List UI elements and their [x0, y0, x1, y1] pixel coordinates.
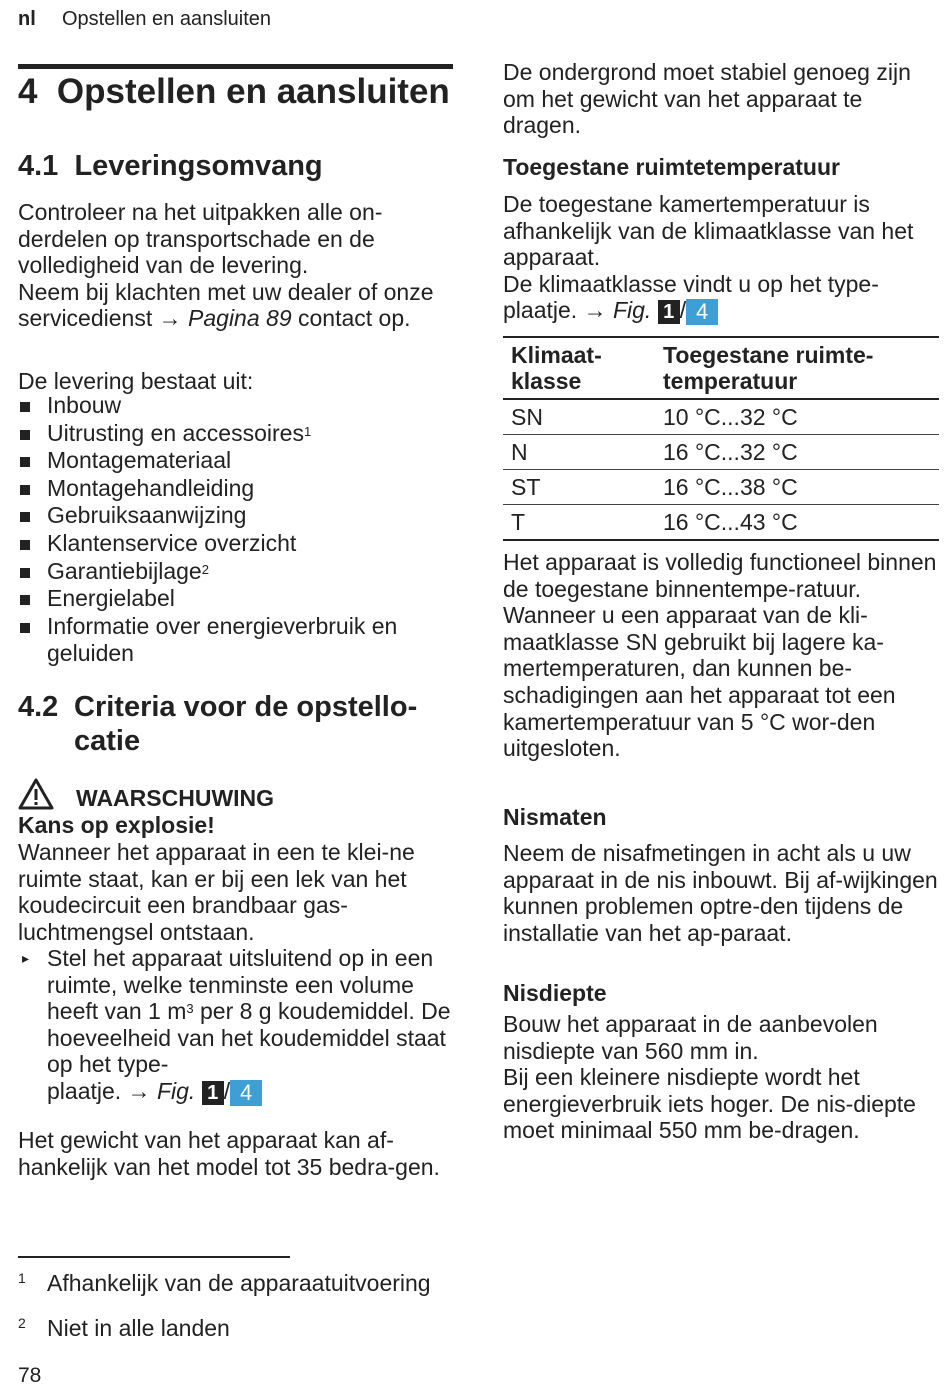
footnote-rule — [18, 1256, 290, 1258]
nismaten-paragraph: Neem de nisafmetingen in acht als u uw apparaat in de nis inbouwt. Bij af-wijkingen kunnen problemen optre-den tijdens de installatie van het ap-paraat. — [503, 840, 938, 946]
table-cell-temp: 16 °C...32 °C — [663, 439, 798, 465]
page-link[interactable]: Pagina 89 — [188, 305, 292, 332]
language-code: nl — [18, 8, 36, 30]
list-item: Uitrusting en accessoires$^1$ — [18, 420, 448, 448]
table-cell-klasse: T — [511, 509, 526, 535]
list-item: Montagehandleiding — [18, 475, 448, 503]
section-4-1-heading: 4.1 Leveringsomvang — [18, 150, 323, 182]
nisdiepte-paragraph: Bouw het apparaat in de aanbevolen nisdiepte van 560 mm in. Bij een kleinere nisdiepte wordt het energieverbruik iets hoger. De nis-diepte moet minimaal 550 mm be-dragen. — [503, 1011, 916, 1144]
warning-title: Kans op explosie! — [18, 812, 215, 838]
chapter-title — [18, 72, 450, 112]
temp-paragraph: De toegestane kamertemperatuur is afhankelijk van de klimaatklasse van het apparaat. De klimaatklasse vindt u op het type- plaatje. → Fig. 1 / 4 — [503, 191, 914, 325]
temp-heading: Toegestane ruimtetemperatuur — [503, 154, 840, 180]
chapter-title-text: Opstellen en aansluiten — [56, 72, 450, 111]
table-row — [503, 399, 939, 435]
warning-icon — [18, 778, 58, 810]
table-row — [503, 505, 939, 541]
figure-4-badge[interactable]: 4 — [230, 1080, 262, 1106]
footnote-2: $^2$ Niet in alle landen — [18, 1315, 230, 1341]
col-header-klasse: Klimaat- klasse — [511, 342, 602, 394]
ground-paragraph: De ondergrond moet stabiel genoeg zijn om het gewicht van het apparaat te dragen. — [503, 59, 911, 139]
section-4-1-body — [18, 199, 443, 332]
section-4-2-heading: 4.2 Criteria voor de opstello- catie — [18, 691, 418, 757]
table-cell-klasse: ST — [511, 474, 541, 500]
running-header: Opstellen en aansluiten — [62, 8, 272, 30]
table-row — [503, 435, 939, 470]
table-cell-temp: 16 °C...43 °C — [663, 509, 798, 535]
nisdiepte-heading: Nisdiepte — [503, 980, 607, 1006]
list-item: Klantenservice overzicht — [18, 530, 448, 558]
warning-label: WAARSCHUWING — [76, 785, 275, 811]
table-cell-klasse: N — [511, 439, 528, 465]
function-paragraph: Het apparaat is volledig functioneel binnen de toegestane binnentempe-ratuur. Wanneer u een apparaat van de kli-maatklasse SN gebruikt bij lagere ka-mertemperaturen, dan kunnen be-schadigingen aan het apparaat tot een kamertemperatuur van 5 °C wor-den uitgesloten. — [503, 549, 937, 762]
list-item: Inbouw — [18, 392, 448, 420]
table-cell-temp: 16 °C...38 °C — [663, 474, 798, 500]
table-row — [503, 470, 939, 505]
delivery-intro: De levering bestaat uit: — [18, 368, 254, 394]
col-header-temperatuur: Toegestane ruimte- temperatuur — [663, 342, 874, 394]
weight-paragraph: Het gewicht van het apparaat kan af-hankelijk van het model tot 35 bedra-gen. — [18, 1127, 440, 1180]
page-number: 78 — [18, 1364, 42, 1387]
chapter-number: 4 — [18, 72, 38, 111]
list-item: Montagemateriaal — [18, 447, 448, 475]
figure-1-badge[interactable]: 1 — [202, 1081, 224, 1105]
figure-4-badge[interactable]: 4 — [686, 299, 718, 325]
chapter-rule — [18, 64, 453, 69]
footnote-1: $^1$ Afhankelijk van de apparaatuitvoering — [18, 1270, 431, 1296]
step-arrow-icon: ▸ — [22, 950, 30, 966]
warning-step: ▸ Stel het apparaat uitsluitend op in een ruimte, welke tenminste een volume heeft van 1 $m^3$ per 8 g koudemiddel. De hoeveelheid van het koudemiddel staat op het type- plaatje. → Fig. 1 / 4 — [22, 945, 451, 1105]
delivery-list — [18, 392, 448, 668]
nismaten-heading: Nismaten — [503, 804, 607, 830]
table-header-row — [503, 337, 939, 399]
check-paragraph: Controleer na het uitpakken alle on-derdelen op transportschade en de volledigheid van de levering. — [18, 199, 383, 279]
table-cell-temp: 10 °C...32 °C — [663, 404, 798, 430]
warning-text: Wanneer het apparaat in een te klei-ne ruimte staat, kan er bij een lek van het koudecircuit een brandbaar gas-luchtmengsel ontstaan. — [18, 839, 415, 945]
list-item: Garantiebijlage$^2$ — [18, 558, 448, 586]
list-item: Energielabel — [18, 585, 448, 613]
list-item: Informatie over energieverbruik en geluiden — [18, 613, 448, 668]
climate-class-table — [503, 336, 939, 541]
complaints-paragraph: Neem bij klachten met uw dealer of onze servicedienst → Pagina 89 contact op. — [18, 278, 434, 332]
figure-1-badge[interactable]: 1 — [658, 300, 680, 324]
list-item: Gebruiksaanwijzing — [18, 502, 448, 530]
table-cell-klasse: SN — [511, 404, 543, 430]
